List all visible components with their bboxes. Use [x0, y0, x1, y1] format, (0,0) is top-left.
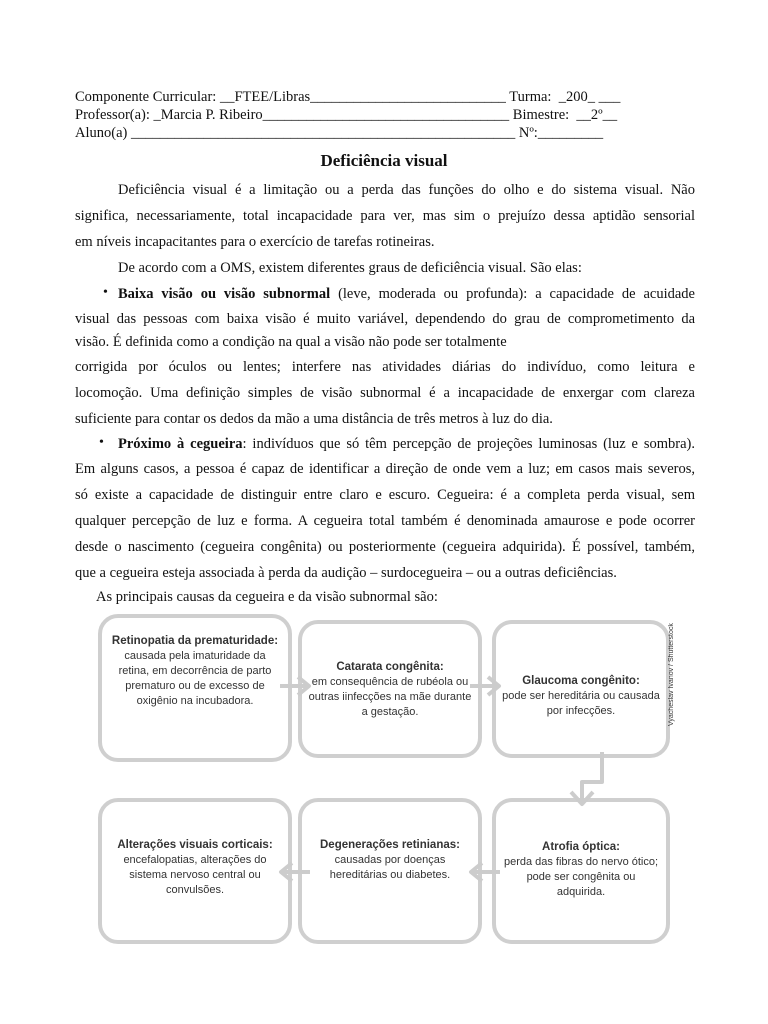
para1-line1: Deficiência visual é a limitação ou a perda das funções do olho e do sistema visual. Não — [118, 182, 695, 198]
para1-line2: significa, necessariamente, total incapacidade para ver, mas sim o prejuízo dessa aptidão sensorial — [75, 208, 695, 224]
bullet2-line1-rest: : indivíduos que só têm percepção de projeções luminosas (luz e sombra). — [242, 436, 695, 452]
box-cortical-text: encefalopatias, alterações do sistema nervoso central ou convulsões. — [123, 854, 267, 896]
box-glaucoma-text: pode ser hereditária ou causada por infecções. — [502, 690, 660, 717]
bullet2-line2: Em alguns casos, a pessoa é capaz de identificar a direção de onde vem a luz; em casos mais severos, — [75, 461, 695, 477]
arrow-down-icon — [558, 750, 608, 810]
arrow-left-icon — [276, 860, 312, 884]
causes-intro: As principais causas da cegueira e da visão subnormal são: — [96, 589, 438, 605]
box-optic-atrophy-title: Atrofia óptica: — [542, 841, 620, 853]
box-retinal-degeneration-text: causadas por doenças hereditárias ou diabetes. — [329, 854, 451, 881]
bullet1-line6: suficiente para contar os dedos da mão a uma distância de três metros à luz do dia. — [75, 411, 553, 427]
header-professor: Professor(a): _Marcia P. Ribeiro__________________________________ Bimestre: __2º__ — [75, 107, 618, 123]
box-cortical-title: Alterações visuais corticais: — [117, 839, 273, 851]
bullet1-line5: locomoção. Uma definição simples de visão subnormal é a incapacidade de enxergar com clareza — [75, 385, 695, 401]
bullet1-line1-rest: (leve, moderada ou profunda): a capacidade de acuidade — [330, 286, 695, 302]
page-title: Deficiência visual — [320, 151, 448, 170]
bullet2-line6: que a cegueira esteja associada à perda da audição – surdocegueira – ou a outras deficiências. — [75, 565, 617, 581]
header-student: Aluno(a) _____________________________________________________ Nº:_________ — [75, 125, 604, 141]
bullet1-line1 — [118, 286, 695, 303]
bullet2-term: Próximo à cegueira — [118, 436, 243, 452]
arrow-left-icon — [466, 860, 502, 884]
bullet1-line4: corrigida por óculos ou lentes; interfere nas atividades diárias do indivíduo, como leitura e — [75, 359, 695, 375]
box-glaucoma — [492, 620, 670, 758]
bullet-dot: • — [103, 285, 108, 300]
bullet1-term: Baixa visão ou visão subnormal — [118, 286, 331, 302]
box-cortical — [98, 798, 292, 944]
image-credit: Vyacheslav Ivanov / Shutterstock — [668, 623, 675, 727]
bullet-dot: • — [99, 435, 104, 450]
box-cataract-title: Catarata congênita: — [336, 661, 444, 673]
box-cataract-text: em consequência de rubéola ou outras iinfecções na mãe durante a gestação. — [308, 676, 472, 718]
para1-line3: em níveis incapacitantes para o exercício de tarefas rotineiras. — [75, 234, 435, 250]
bullet1-line3: visão. É definida como a condição na qual a visão não pode ser totalmente — [75, 334, 507, 350]
box-retinopathy-title: Retinopatia da prematuridade: — [111, 635, 279, 647]
box-retinopathy — [98, 614, 292, 762]
box-glaucoma-title: Glaucoma congênito: — [522, 675, 640, 687]
box-retinal-degeneration-title: Degenerações retinianas: — [320, 839, 460, 851]
header-curricular: Componente Curricular: __FTEE/Libras___________________________ Turma: _200_ ___ — [75, 89, 621, 105]
arrow-right-icon — [278, 674, 314, 698]
bullet2-line1 — [118, 436, 695, 453]
arrow-right-icon — [468, 674, 504, 698]
bullet2-line3: só existe a capacidade de distinguir entre claro e escuro. Cegueira: é a completa perda visual, sem — [75, 487, 695, 503]
box-retinopathy-text: causada pela imaturidade da retina, em decorrência de parto prematuro ou de excesso de oxigênio na incubadora. — [118, 650, 272, 707]
para2: De acordo com a OMS, existem diferentes graus de deficiência visual. São elas: — [118, 260, 582, 276]
bullet2-line5: desde o nascimento (cegueira congênita) ou posteriormente (cegueira adquirida). É possível, também, — [75, 539, 695, 555]
bullet2-line4: qualquer percepção de luz e forma. A cegueira total também é denominada amaurose e pode ocorrer — [75, 513, 695, 529]
box-optic-atrophy-text: perda das fibras do nervo ótico; pode ser congênita ou adquirida. — [503, 856, 659, 898]
box-optic-atrophy — [492, 798, 670, 944]
box-cataract — [298, 620, 482, 758]
box-retinal-degeneration — [298, 798, 482, 944]
bullet1-line2: visual das pessoas com baixa visão é muito variável, dependendo do grau de comprometimento da — [75, 311, 695, 327]
causes-diagram — [96, 612, 680, 952]
